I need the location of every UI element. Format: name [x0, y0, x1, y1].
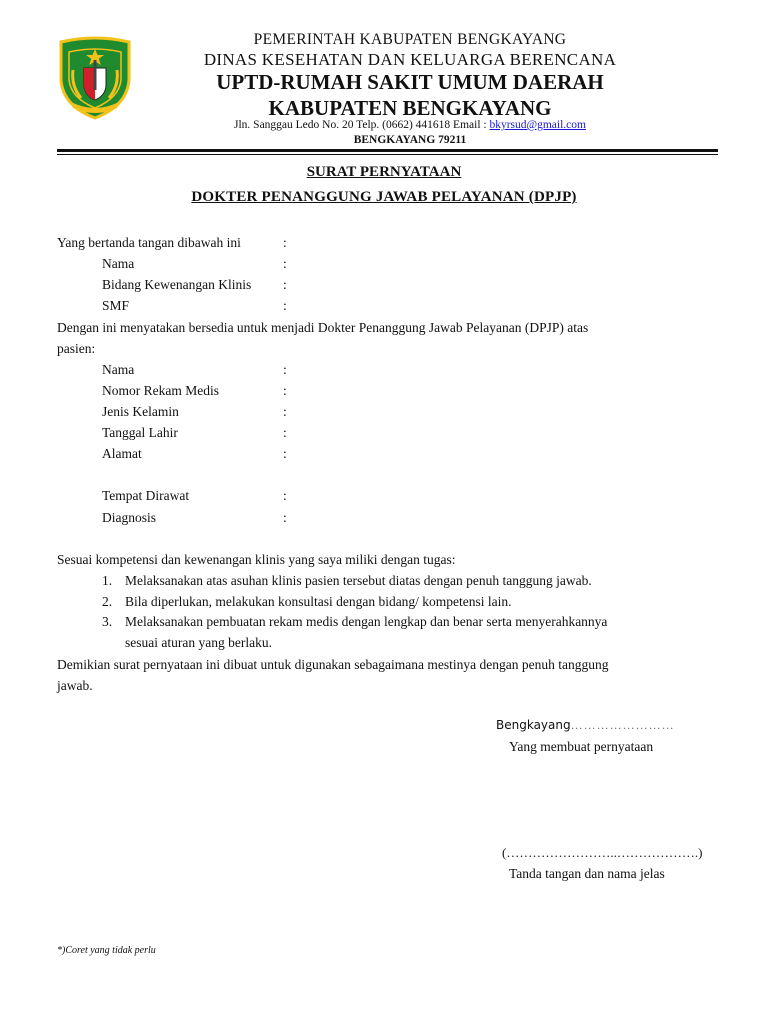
duty-text: Melaksanakan atas asuhan klinis pasien tersebut diatas dengan penuh tanggung jawab.: [125, 573, 592, 588]
patient-field-colon: :: [283, 362, 287, 377]
patient-field-label: Alamat: [102, 446, 142, 461]
header-address: [160, 119, 660, 131]
footnote: *)Coret yang tidak perlu: [57, 945, 156, 956]
signer-field-label: SMF: [102, 298, 130, 313]
patient-field-label: Nama: [102, 362, 135, 377]
signer-field-colon: :: [283, 256, 287, 271]
patient-field-colon: :: [283, 488, 287, 503]
signature-place-date: [496, 718, 675, 733]
document-subtitle: DOKTER PENANGGUNG JAWAB PELAYANAN (DPJP): [191, 189, 577, 205]
signature-date-dots: ……………………: [570, 718, 675, 732]
duty-text: Bila diperlukan, melakukan konsultasi dengan bidang/ kompetensi lain.: [125, 594, 512, 609]
patient-field-colon: :: [283, 383, 287, 398]
patient-field-label: Tanggal Lahir: [102, 425, 178, 440]
signer-intro-colon: :: [283, 235, 287, 250]
signer-intro: Yang bertanda tangan dibawah ini: [57, 235, 241, 250]
header-regency-name: KABUPATEN BENGKAYANG: [268, 96, 552, 120]
patient-field-colon: :: [283, 404, 287, 419]
duty-text-continuation: sesuai aturan yang berlaku.: [125, 635, 272, 650]
signature-name-caption: Tanda tangan dan nama jelas: [509, 866, 665, 881]
signer-field-label: Nama: [102, 256, 135, 271]
header-divider-thin: [57, 154, 718, 155]
patient-field-label: Tempat Dirawat: [102, 488, 190, 503]
closing-line: jawab.: [57, 678, 93, 693]
signature-maker-caption: Yang membuat pernyataan: [509, 739, 654, 754]
header-city: BENGKAYANG 79211: [353, 134, 467, 146]
header-address-text: Jln. Sanggau Ledo No. 20 Telp. (0662) 441618 Email :: [234, 119, 490, 131]
header-government-line: PEMERINTAH KABUPATEN BENGKAYANG: [253, 31, 567, 48]
patient-field-colon: :: [283, 510, 287, 525]
patient-field-colon: :: [283, 446, 287, 461]
statement-line: Dengan ini menyatakan bersedia untuk menjadi Dokter Penanggung Jawab Pelayanan (DPJP) atas: [57, 320, 589, 335]
patient-field-label: Jenis Kelamin: [102, 404, 179, 419]
duty-text: Melaksanakan pembuatan rekam medis dengan lengkap dan benar serta menyerahkannya: [125, 614, 608, 629]
header-email-link[interactable]: bkyrsud@gmail.com: [489, 119, 586, 131]
duty-number: 2.: [102, 594, 113, 609]
regency-emblem-logo: [57, 36, 133, 120]
signer-field-colon: :: [283, 277, 287, 292]
closing-line: Demikian surat pernyataan ini dibuat untuk digunakan sebagaimana mestinya dengan penuh tanggung: [57, 657, 609, 672]
signer-field-colon: :: [283, 298, 287, 313]
duty-number: 3.: [102, 614, 113, 629]
signature-place: Bengkayang: [496, 718, 571, 732]
duties-intro: Sesuai kompetensi dan kewenangan klinis yang saya miliki dengan tugas:: [57, 552, 456, 567]
header-agency-line: DINAS KESEHATAN DAN KELUARGA BERENCANA: [203, 50, 617, 69]
statement-line: pasien:: [57, 341, 96, 356]
patient-field-label: Nomor Rekam Medis: [102, 383, 219, 398]
document-title: SURAT PERNYATAAN: [306, 164, 462, 180]
patient-field-colon: :: [283, 425, 287, 440]
signer-field-label: Bidang Kewenangan Klinis: [102, 277, 252, 292]
signature-name-bracket: (……………………..……………….): [502, 845, 703, 860]
header-divider-thick: [57, 149, 718, 152]
header-hospital-name: UPTD-RUMAH SAKIT UMUM DAERAH: [216, 70, 604, 94]
patient-field-label: Diagnosis: [102, 510, 156, 525]
duty-number: 1.: [102, 573, 113, 588]
